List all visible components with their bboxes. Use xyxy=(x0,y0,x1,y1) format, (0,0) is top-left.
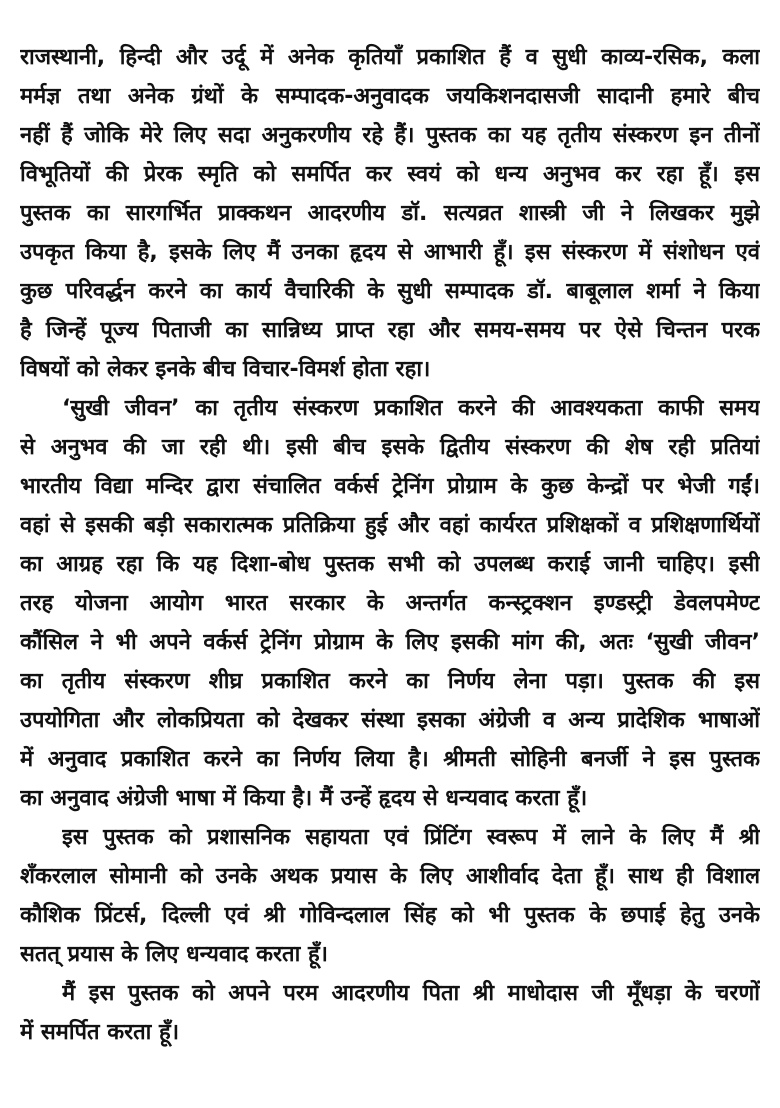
text-line: इस पुस्तक को प्रशासनिक सहायता एवं प्रिंटिंग स्वरूप में लाने के लिए मैं श्री xyxy=(62,825,760,850)
text-line: कुछ परिवर्द्धन करने का कार्य वैचारिकी के सुधी सम्पादक डॉ. बाबूलाल शर्मा ने किया xyxy=(20,279,760,304)
text-line: शँकरलाल सोमानी को उनके अथक प्रयास के लिए आशीर्वाद देता हूँ। साथ ही विशाल xyxy=(20,864,760,889)
text-line: पुस्तक का सारगर्भित प्राक्कथन आदरणीय डॉ. सत्यव्रत शास्त्री जी ने लिखकर मुझे xyxy=(20,201,760,226)
text-line: ‘सुखी जीवन’ का तृतीय संस्करण प्रकाशित करने की आवश्यकता काफी समय xyxy=(62,396,760,421)
text-line: से अनुभव की जा रही थी। इसी बीच इसके द्वितीय संस्करण की शेष रही प्रतियां xyxy=(20,435,760,460)
text-line: में समर्पित करता हूँ। xyxy=(20,1020,180,1045)
text-line: में अनुवाद प्रकाशित करने का निर्णय लिया है। श्रीमती सोहिनी बनर्जी ने इस पुस्तक xyxy=(20,747,760,772)
text-line: वहां से इसकी बड़ी सकारात्मक प्रतिक्रिया हुई और वहां कार्यरत प्रशिक्षकों व प्रशिक्षणार्थियों xyxy=(20,513,760,538)
text-line: उपयोगिता और लोकप्रियता को देखकर संस्था इसका अंग्रेजी व अन्य प्रादेशिक भाषाओं xyxy=(20,708,760,733)
text-line: मैं इस पुस्तक को अपने परम आदरणीय पिता श्री माधोदास जी मूँधड़ा के चरणों xyxy=(62,981,760,1006)
text-line: उपकृत किया है, इसके लिए मैं उनका हृदय से आभारी हूँ। इस संस्करण में संशोधन एवं xyxy=(20,240,760,265)
text-line: का तृतीय संस्करण शीघ्र प्रकाशित करने का निर्णय लेना पड़ा। पुस्तक की इस xyxy=(20,669,760,694)
text-line: मर्मज्ञ तथा अनेक ग्रंथों के सम्पादक-अनुवादक जयकिशनदासजी सादानी हमारे बीच xyxy=(20,84,760,109)
text-line: भारतीय विद्या मन्दिर द्वारा संचालित वर्कर्स ट्रेनिंग प्रोग्राम के कुछ केन्द्रों पर भेजी गईं। xyxy=(20,474,760,499)
text-line: विषयों को लेकर इनके बीच विचार-विमर्श होता रहा। xyxy=(20,357,431,382)
text-line: है जिन्हें पूज्य पिताजी का सान्निध्य प्राप्त रहा और समय-समय पर ऐसे चिन्तन परक xyxy=(20,318,760,343)
text-line: का आग्रह रहा कि यह दिशा-बोध पुस्तक सभी को उपलब्ध कराई जानी चाहिए। इसी xyxy=(20,552,760,577)
text-line: कौंसिल ने भी अपने वर्कर्स ट्रेनिंग प्रोग्राम के लिए इसकी मांग की, अतः ‘सुखी जीवन’ xyxy=(20,630,760,655)
text-line: राजस्थानी, हिन्दी और उर्दू में अनेक कृतियाँ प्रकाशित हैं व सुधी काव्य-रसिक, कला xyxy=(20,45,760,70)
text-line: विभूतियों की प्रेरक स्मृति को समर्पित कर स्वयं को धन्य अनुभव कर रहा हूँ। इस xyxy=(20,162,760,187)
text-line: सतत् प्रयास के लिए धन्यवाद करता हूँ। xyxy=(20,942,328,967)
text-line: कौशिक प्रिंटर्स, दिल्ली एवं श्री गोविन्दलाल सिंह को भी पुस्तक के छपाई हेतु उनके xyxy=(20,903,760,928)
text-line: का अनुवाद अंग्रेजी भाषा में किया है। मैं उन्हें हृदय से धन्यवाद करता हूँ। xyxy=(20,786,588,811)
text-line: तरह योजना आयोग भारत सरकार के अन्तर्गत कन्स्ट्रक्शन इण्डस्ट्री डेवलपमेण्ट xyxy=(20,591,760,616)
text-line: नहीं हैं जोकि मेरे लिए सदा अनुकरणीय रहे हैं। पुस्तक का यह तृतीय संस्करण इन तीनों xyxy=(20,123,760,148)
